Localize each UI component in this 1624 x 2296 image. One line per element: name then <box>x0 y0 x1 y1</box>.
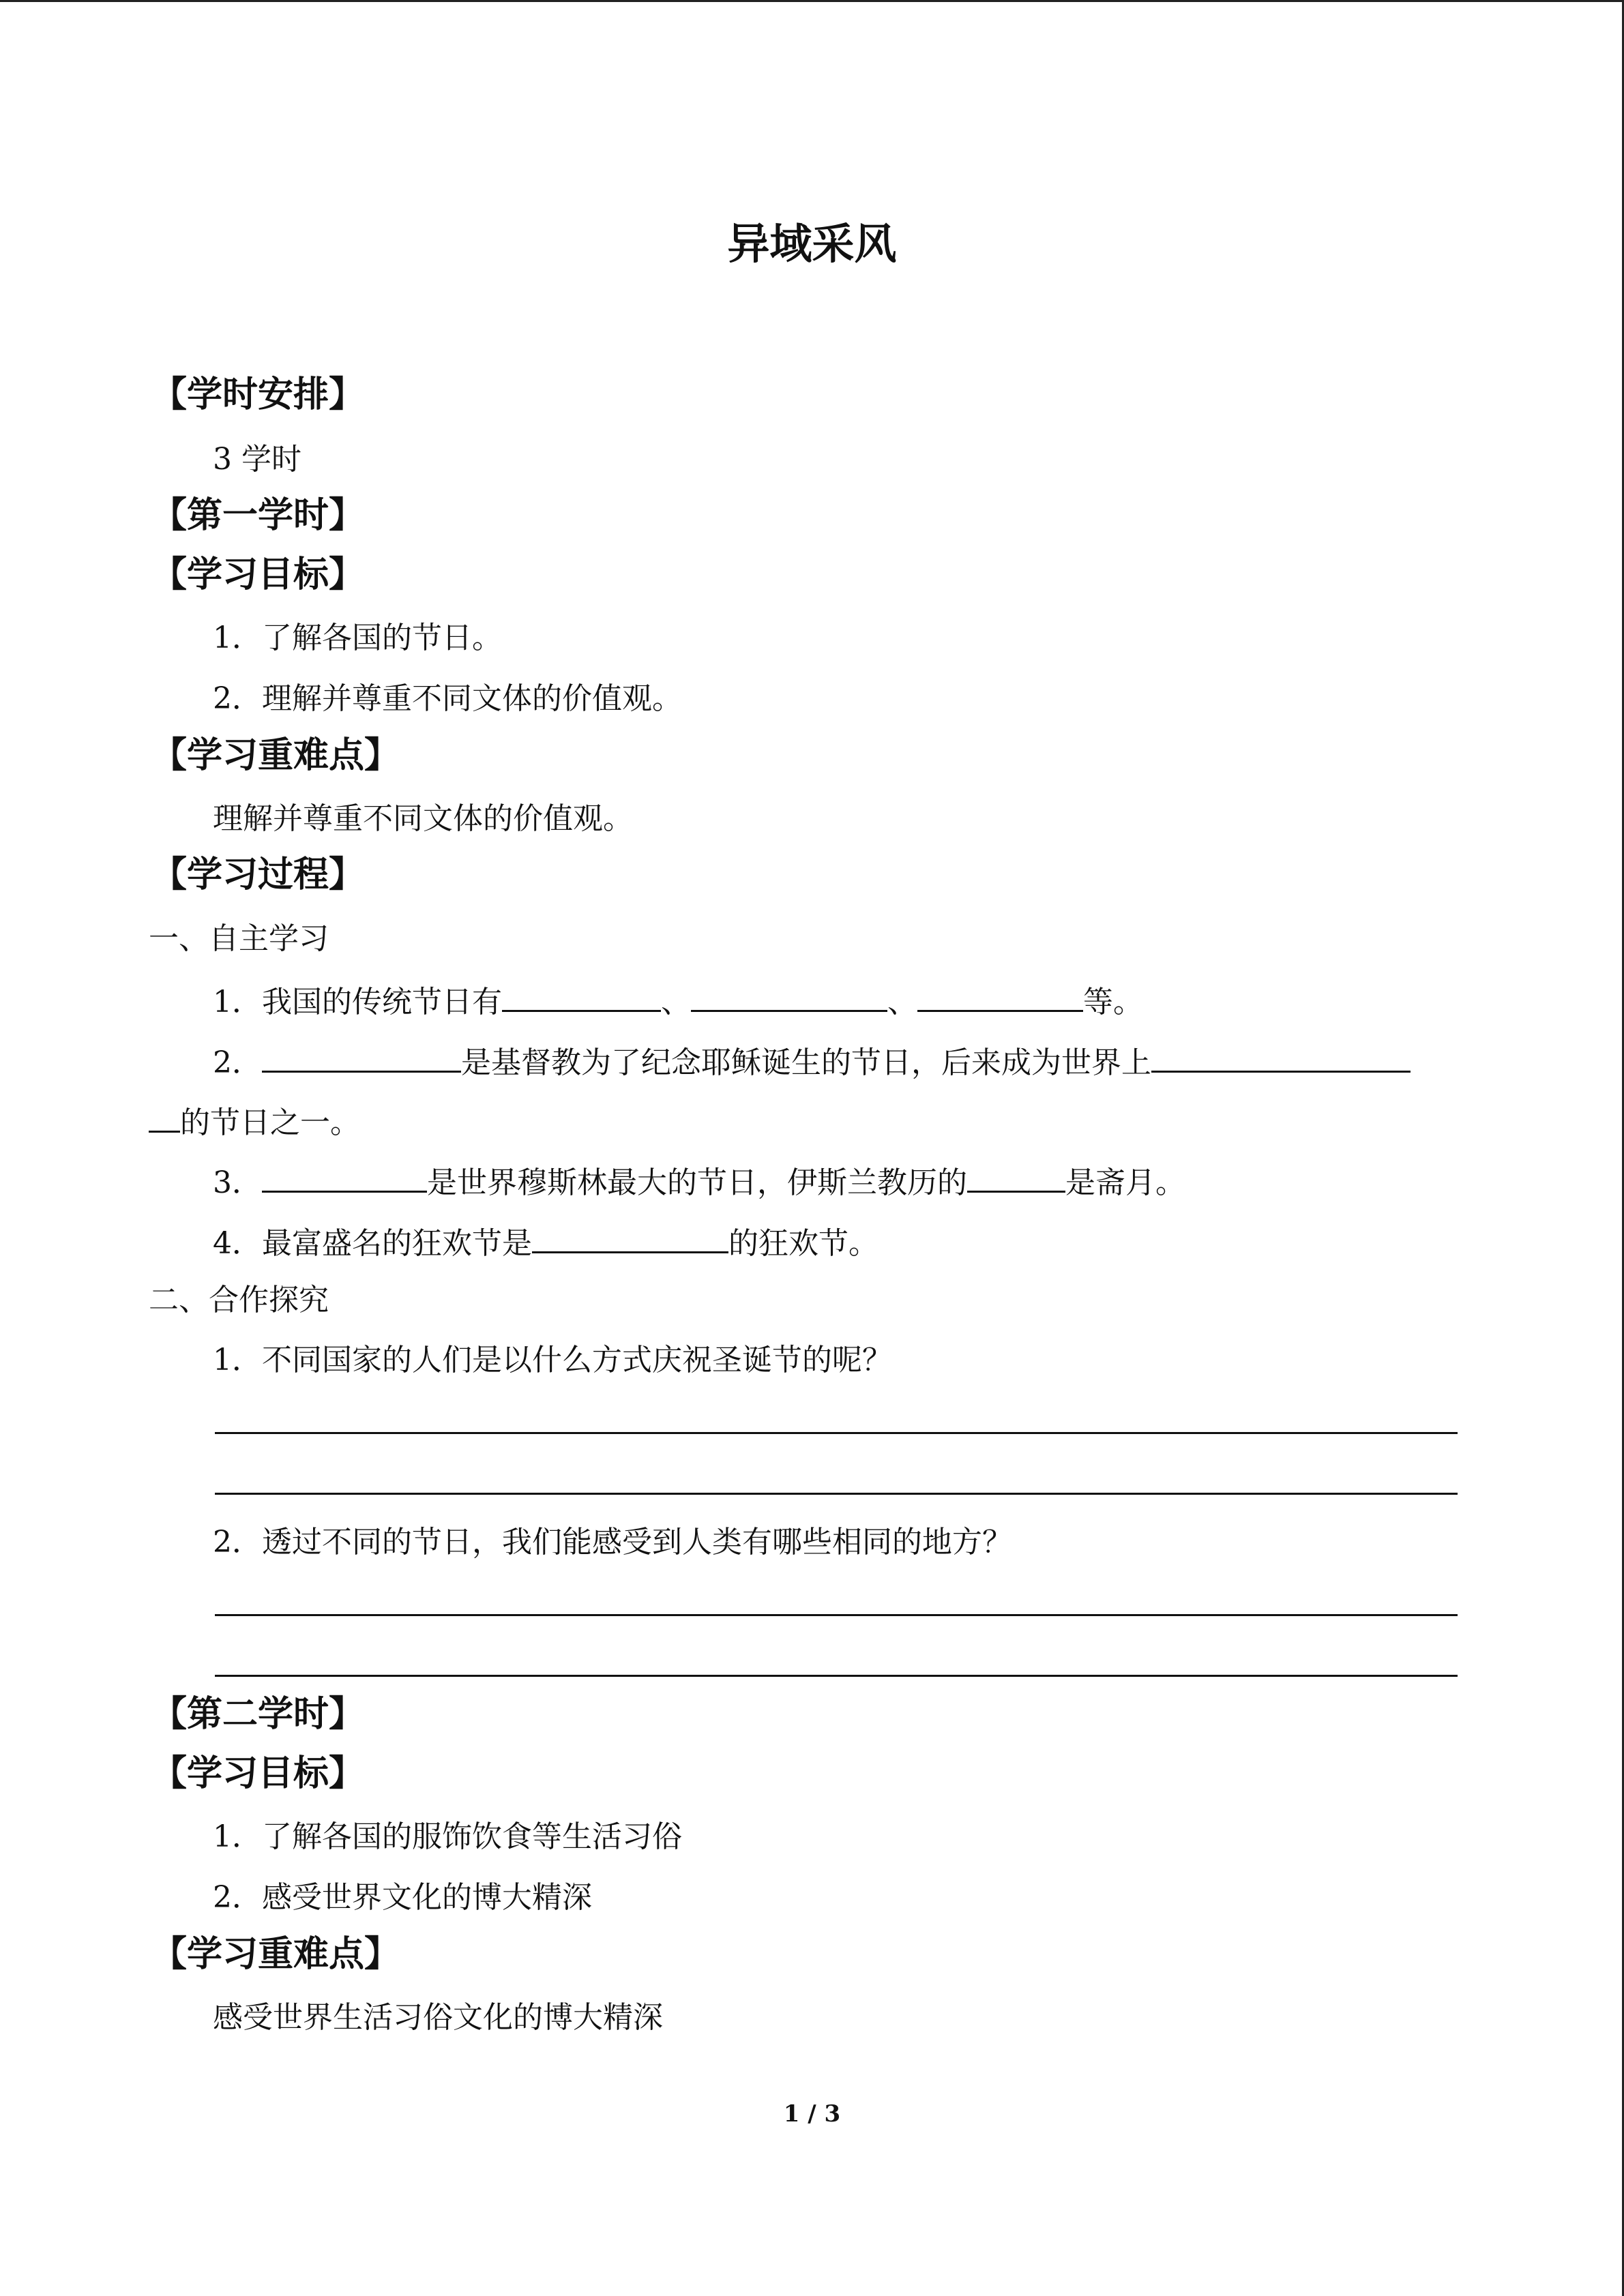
q1-suffix: 等。 <box>1083 985 1143 1019</box>
q4-prefix: 4．最富盛名的狂欢节是 <box>213 1226 532 1261</box>
q4-suffix: 的狂欢节。 <box>728 1226 879 1261</box>
q3-middle: 是世界穆斯林最大的节日，伊斯兰教历的 <box>427 1165 967 1200</box>
page-number: 1 / 3 <box>783 2100 841 2128</box>
keypoints-1-text: 理解并尊重不同文体的价值观。 <box>213 801 633 836</box>
goal-1-item-1: 1．了解各国的节日。 <box>213 621 502 655</box>
q2-middle: 是基督教为了纪念耶稣诞生的节日，后来成为世界上 <box>461 1045 1151 1080</box>
q3-blank-1[interactable] <box>262 1159 427 1193</box>
q1-sep-2: 、 <box>887 985 917 1019</box>
heading-process: 【学习过程】 <box>151 854 365 895</box>
q1-blank-2[interactable] <box>691 979 887 1012</box>
q3-suffix: 是斋月。 <box>1065 1165 1185 1200</box>
self-study-q2-line-1 <box>213 1039 1411 1084</box>
heading-keypoints-2: 【学习重难点】 <box>151 1934 400 1975</box>
q2-suffix: 的节日之一。 <box>180 1105 360 1140</box>
heading-goals-1: 【学习目标】 <box>151 554 365 595</box>
q1-blank-3[interactable] <box>917 979 1083 1012</box>
self-study-q3 <box>213 1159 1185 1204</box>
page-title: 异域采风 <box>727 219 897 269</box>
answer-line-q2-1[interactable] <box>215 1614 1458 1616</box>
answer-line-q1-2[interactable] <box>215 1493 1458 1495</box>
q1-sep-1: 、 <box>661 985 691 1019</box>
q2-blank-2[interactable] <box>1151 1039 1411 1073</box>
q3-blank-2[interactable] <box>967 1159 1065 1193</box>
cooperative-q1: 1．不同国家的人们是以什么方式庆祝圣诞节的呢？ <box>213 1343 892 1377</box>
q4-blank-1[interactable] <box>532 1220 728 1253</box>
heading-keypoints-1: 【学习重难点】 <box>151 735 400 776</box>
answer-line-q1-1[interactable] <box>215 1432 1458 1434</box>
answer-line-q2-2[interactable] <box>215 1675 1458 1677</box>
cooperative-label: 二、合作探究 <box>149 1283 329 1317</box>
keypoints-2-text: 感受世界生活习俗文化的博大精深 <box>213 2000 663 2035</box>
goal-2-item-1: 1．了解各国的服饰饮食等生活习俗 <box>213 1819 682 1854</box>
goal-2-item-2: 2．感受世界文化的博大精深 <box>213 1880 592 1915</box>
q1-prefix: 1．我国的传统节日有 <box>213 985 502 1019</box>
heading-lesson-2: 【第二学时】 <box>151 1694 365 1735</box>
q1-blank-1[interactable] <box>502 979 661 1012</box>
goal-1-item-2: 2．理解并尊重不同文体的价值观。 <box>213 681 682 716</box>
self-study-q4 <box>213 1220 879 1264</box>
q2-prefix: 2． <box>213 1045 262 1080</box>
self-study-q2-line-2 <box>149 1099 360 1144</box>
self-study-q1 <box>213 979 1143 1023</box>
heading-goals-2: 【学习目标】 <box>151 1753 365 1794</box>
schedule-text: 3 学时 <box>213 442 301 477</box>
self-study-label: 一、自主学习 <box>149 921 329 956</box>
q3-prefix: 3． <box>213 1165 262 1200</box>
q2-blank-1[interactable] <box>262 1039 461 1073</box>
q2-blank-2-continued[interactable] <box>149 1099 180 1133</box>
heading-lesson-1: 【第一学时】 <box>151 495 365 536</box>
cooperative-q2: 2．透过不同的节日，我们能感受到人类有哪些相同的地方？ <box>213 1525 1012 1560</box>
heading-schedule: 【学时安排】 <box>151 374 365 415</box>
